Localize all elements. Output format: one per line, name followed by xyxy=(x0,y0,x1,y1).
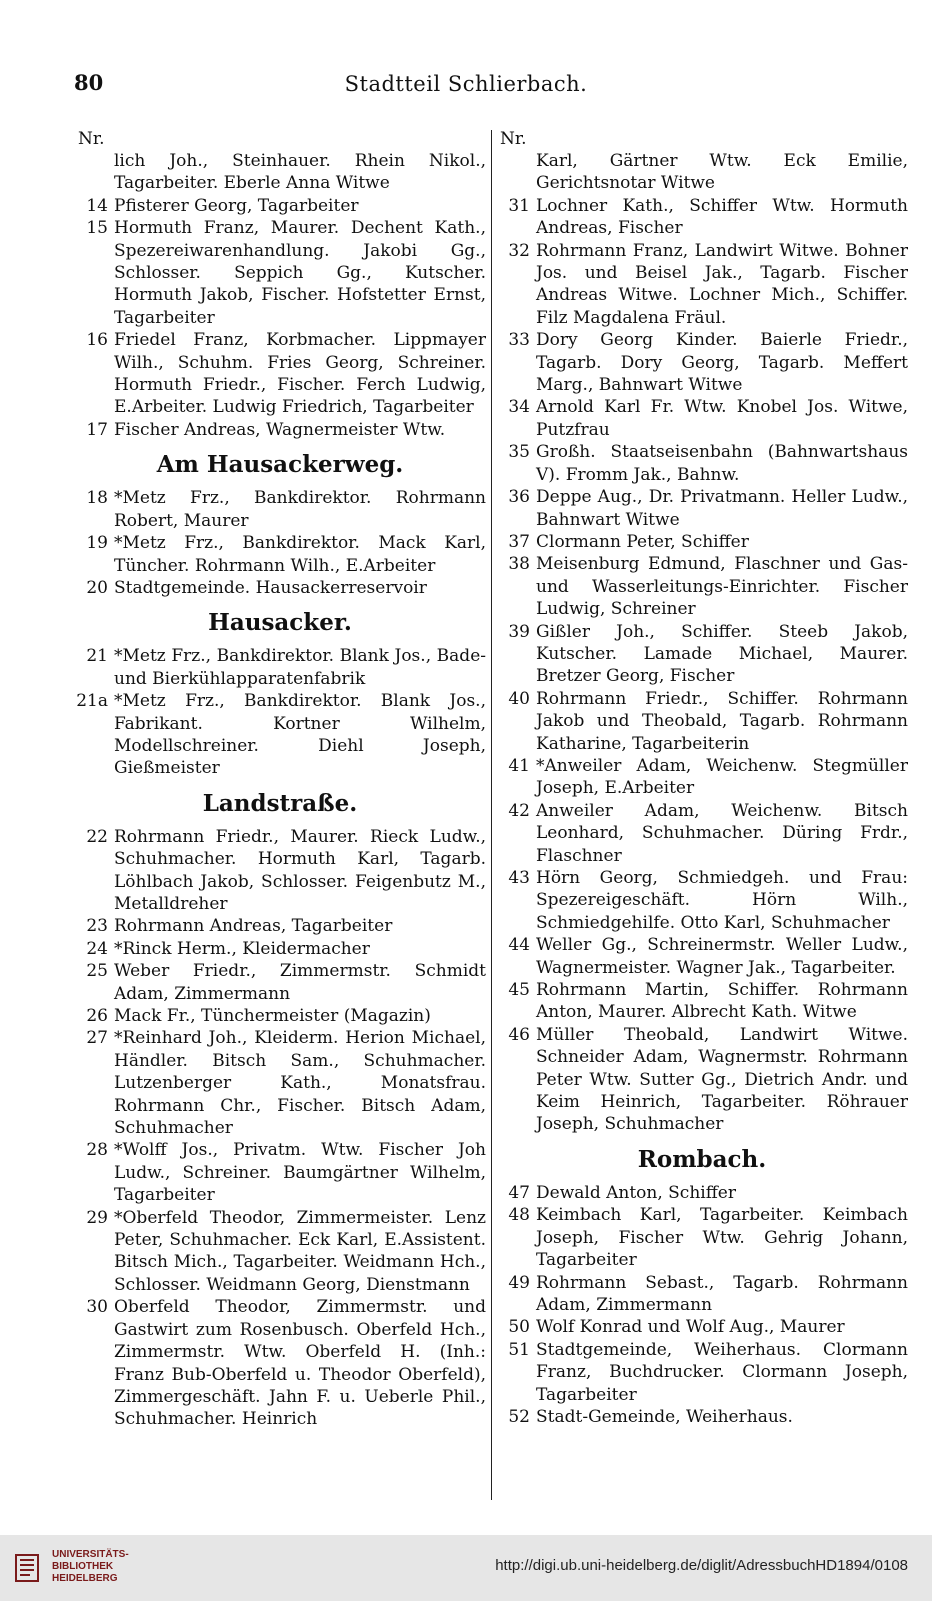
resident-list: Wolf Konrad und Wolf Aug., Maurer xyxy=(536,1317,845,1338)
resident-list: Friedel Franz, Korbmacher. Lippmayer Wilh., Schuhm. Fries Georg, Schreiner. Hormuth Friedr., Fischer. Ferch Ludwig, E.Arbeiter. Ludwig Friedrich, Tagarbeiter xyxy=(114,330,486,418)
house-number: 15 xyxy=(86,218,108,239)
directory-entry xyxy=(496,195,908,240)
permalink-url[interactable]: http://digi.ub.uni-heidelberg.de/diglit/AdressbuchHD1894/0108 xyxy=(495,1557,908,1574)
resident-list: Stadtgemeinde. Hausackerreservoir xyxy=(114,577,427,598)
nr-label: Nr. xyxy=(500,129,527,149)
house-number: 40 xyxy=(508,688,530,709)
resident-list: Fischer Andreas, Wagnermeister Wtw. xyxy=(114,419,446,440)
house-number: 32 xyxy=(508,240,530,261)
house-number: 46 xyxy=(508,1024,530,1045)
directory-entry xyxy=(496,1182,908,1204)
directory-entry xyxy=(74,1139,486,1206)
resident-list: *Metz Frz., Bankdirektor. Mack Karl, Tüncher. Rohrmann Wilh., E.Arbeiter xyxy=(114,533,486,576)
right-column xyxy=(496,128,908,1428)
directory-entry xyxy=(74,1207,486,1297)
house-number: 26 xyxy=(86,1006,108,1026)
house-number: 34 xyxy=(508,397,530,418)
house-number: 38 xyxy=(508,554,530,575)
nr-label: Nr. xyxy=(78,129,105,149)
running-head: Stadtteil Schlierbach. xyxy=(344,72,588,96)
resident-list: *Oberfeld Theodor, Zimmermeister. Lenz Peter, Schuhmacher. Eck Karl, E.Assistent. Bitsch Mich., Tagarbeiter. Weidmann Hch., Schlosser. Weidmann Georg, Dienstmann xyxy=(114,1207,486,1295)
directory-entry xyxy=(74,960,486,1005)
resident-list: Hormuth Franz, Maurer. Dechent Kath., Spezereiwarenhandlung. Jakobi Gg., Schlosser. Seppich Gg., Kutscher. Hormuth Jakob, Fischer. Hofstetter Ernst, Tagarbeiter xyxy=(114,218,486,328)
directory-entry xyxy=(496,867,908,934)
resident-list: Dory Georg Kinder. Baierle Friedr., Tagarb. Dory Georg, Tagarb. Meffert Marg., Bahnwart Witwe xyxy=(536,330,908,396)
continuation-text: lich Joh., Steinhauer. Rhein Nikol., Tagarbeiter. Eberle Anna Witwe xyxy=(114,151,486,194)
directory-entry xyxy=(496,934,908,979)
resident-list: Gißler Joh., Schiffer. Steeb Jakob, Kutscher. Lamade Michael, Maurer. Bretzer Georg, Fischer xyxy=(536,621,908,687)
resident-list: *Metz Frz., Bankdirektor. Blank Jos., Bade- und Bierkühlapparatenfabrik xyxy=(114,646,486,689)
directory-entry xyxy=(74,329,486,419)
resident-list: *Rinck Herm., Kleidermacher xyxy=(114,938,370,959)
directory-entry xyxy=(496,800,908,867)
house-number: 35 xyxy=(508,442,530,463)
directory-entry xyxy=(496,688,908,755)
resident-list: Oberfeld Theodor, Zimmermstr. und Gastwirt zum Rosenbusch. Oberfeld Hch., Zimmermstr. Wtw. Oberfeld H. (Inh.: Franz Bub-Oberfeld u. Theodor Oberfeld), Zimmergeschäft. Jahn F. u. Ueberle Phil., Schuhmacher. Heinrich xyxy=(114,1297,486,1430)
resident-list: Meisenburg Edmund, Flaschner und Gas- und Wasserleitungs-Einrichter. Fischer Ludwig, Schreiner xyxy=(536,554,908,620)
street-heading: Hausacker. xyxy=(208,609,352,637)
directory-entry xyxy=(496,1406,908,1428)
resident-list: Rohrmann Franz, Landwirt Witwe. Bohner Jos. und Beisel Jak., Tagarb. Fischer Andreas Witwe. Lochner Mich., Schiffer. Filz Magdalena Fräul. xyxy=(536,240,908,328)
directory-entry xyxy=(496,621,908,688)
house-number: 21a xyxy=(76,691,108,712)
resident-list: Clormann Peter, Schiffer xyxy=(536,531,749,552)
house-number: 29 xyxy=(86,1207,108,1228)
resident-list: Arnold Karl Fr. Wtw. Knobel Jos. Witwe, Putzfrau xyxy=(536,397,908,440)
resident-list: Deppe Aug., Dr. Privatmann. Heller Ludw., Bahnwart Witwe xyxy=(536,487,908,530)
resident-list: Dewald Anton, Schiffer xyxy=(536,1182,736,1203)
house-number: 36 xyxy=(508,487,530,508)
entry-list xyxy=(74,195,486,441)
directory-entry xyxy=(496,486,908,531)
resident-list: Stadt-Gemeinde, Weiherhaus. xyxy=(536,1406,793,1427)
directory-entry xyxy=(496,1272,908,1317)
directory-entry xyxy=(74,826,486,916)
resident-list: Rohrmann Friedr., Maurer. Rieck Ludw., Schuhmacher. Hormuth Karl, Tagarb. Löhlbach Jakob, Schlosser. Feigenbutz M., Metalldreher xyxy=(114,826,486,914)
resident-list: Müller Theobald, Landwirt Witwe. Schneider Adam, Wagnermstr. Rohrmann Peter Wtw. Sutter Gg., Dietrich Andr. und Keim Heinrich, Tagarbeiter. Röhrauer Joseph, Schuhmacher xyxy=(536,1024,908,1135)
house-number: 44 xyxy=(508,935,530,956)
directory-entry xyxy=(496,441,908,486)
directory-entry xyxy=(496,979,908,1024)
directory-entry xyxy=(74,1027,486,1139)
street-heading: Rombach. xyxy=(637,1145,767,1173)
resident-list: Rohrmann Martin, Schiffer. Rohrmann Anton, Maurer. Albrecht Kath. Witwe xyxy=(536,980,908,1023)
directory-entry xyxy=(496,755,908,800)
house-number: 45 xyxy=(508,980,530,1001)
house-number: 52 xyxy=(508,1406,530,1427)
house-number: 21 xyxy=(86,646,108,667)
resident-list: Pfisterer Georg, Tagarbeiter xyxy=(114,195,359,216)
page-number: 80 xyxy=(74,70,104,95)
entry-list xyxy=(496,1182,908,1428)
directory-entry xyxy=(496,1024,908,1136)
continuation-text: Karl, Gärtner Wtw. Eck Emilie, Gerichtsnotar Witwe xyxy=(536,151,908,194)
logo-line: BIBLIOTHEK xyxy=(52,1561,114,1572)
house-number: 20 xyxy=(86,577,108,598)
house-number: 31 xyxy=(508,195,530,216)
resident-list: *Wolff Jos., Privatm. Wtw. Fischer Joh Ludw., Schreiner. Baumgärtner Wilhelm, Tagarbeiter xyxy=(114,1140,486,1206)
directory-entry xyxy=(74,1005,486,1027)
house-number: 19 xyxy=(86,533,108,554)
house-number: 28 xyxy=(86,1140,108,1161)
house-number: 24 xyxy=(86,938,108,959)
resident-list: Rohrmann Friedr., Schiffer. Rohrmann Jakob und Theobald, Tagarb. Rohrmann Katharine, Tagarbeiterin xyxy=(536,688,908,754)
house-number: 51 xyxy=(508,1339,530,1360)
house-number: 41 xyxy=(508,755,530,776)
house-number: 30 xyxy=(86,1297,108,1318)
house-number: 23 xyxy=(86,916,108,937)
house-number: 48 xyxy=(508,1205,530,1226)
library-logo-text xyxy=(52,1549,129,1585)
directory-entry xyxy=(74,915,486,937)
directory-entry xyxy=(496,240,908,330)
directory-entry xyxy=(74,938,486,960)
resident-list: Hörn Georg, Schmiedgeh. und Frau: Spezereigeschäft. Hörn Wilh., Schmiedgehilfe. Otto Karl, Schuhmacher xyxy=(536,868,908,933)
resident-list: Keimbach Karl, Tagarbeiter. Keimbach Joseph, Fischer Wtw. Gehrig Johann, Tagarbeiter xyxy=(536,1205,908,1271)
house-number: 25 xyxy=(86,961,108,982)
resident-list: Rohrmann Sebast., Tagarb. Rohrmann Adam, Zimmermann xyxy=(536,1272,908,1315)
house-number: 50 xyxy=(508,1317,530,1338)
house-number: 18 xyxy=(86,488,108,509)
left-column xyxy=(74,128,486,1431)
directory-entry xyxy=(496,1316,908,1338)
house-number: 22 xyxy=(86,826,108,847)
entry-list xyxy=(74,487,486,599)
entry-list xyxy=(496,195,908,1136)
resident-list: Stadtgemeinde, Weiherhaus. Clormann Franz, Buchdrucker. Clormann Joseph, Tagarbeiter xyxy=(536,1339,908,1405)
directory-entry xyxy=(74,577,486,599)
resident-list: *Metz Frz., Bankdirektor. Blank Jos., Fabrikant. Kortner Wilhelm, Modellschreiner. Diehl Joseph, Gießmeister xyxy=(114,691,486,779)
directory-entry xyxy=(74,217,486,329)
resident-list: Weller Gg., Schreinermstr. Weller Ludw., Wagnermeister. Wagner Jak., Tagarbeiter. xyxy=(536,935,908,978)
street-heading: Am Hausackerweg. xyxy=(156,451,404,479)
street-heading: Landstraße. xyxy=(202,789,358,817)
house-number: 39 xyxy=(508,621,530,642)
directory-entry xyxy=(74,419,486,441)
entry-list xyxy=(74,826,486,1431)
resident-list: Anweiler Adam, Weichenw. Bitsch Leonhard, Schuhmacher. Düring Frdr., Flaschner xyxy=(536,800,908,866)
directory-entry xyxy=(74,487,486,532)
directory-entry xyxy=(74,532,486,577)
house-number: 42 xyxy=(508,800,530,821)
directory-entry xyxy=(74,195,486,217)
logo-line: UNIVERSITÄTS- xyxy=(52,1549,129,1560)
resident-list: Mack Fr., Tünchermeister (Magazin) xyxy=(114,1006,431,1026)
house-number: 33 xyxy=(508,330,530,351)
resident-list: Rohrmann Andreas, Tagarbeiter xyxy=(114,916,393,937)
house-number: 43 xyxy=(508,868,530,888)
house-number: 17 xyxy=(86,419,108,440)
directory-entry xyxy=(496,329,908,396)
house-number: 37 xyxy=(508,531,530,552)
resident-list: *Reinhard Joh., Kleiderm. Herion Michael, Händler. Bitsch Sam., Schuhmacher. Lutzenberger Kath., Monatsfrau. Rohrmann Chr., Fischer. Bitsch Adam, Schuhmacher xyxy=(114,1028,486,1139)
house-number: 47 xyxy=(508,1182,530,1203)
resident-list: Lochner Kath., Schiffer Wtw. Hormuth Andreas, Fischer xyxy=(536,195,908,239)
entry-list xyxy=(74,645,486,779)
resident-list: Großh. Staatseisenbahn (Bahnwartshaus V). Fromm Jak., Bahnw. xyxy=(536,442,908,485)
resident-list: *Anweiler Adam, Weichenw. Stegmüller Joseph, E.Arbeiter xyxy=(536,755,908,799)
directory-entry xyxy=(496,1204,908,1271)
directory-entry xyxy=(496,1339,908,1406)
house-number: 16 xyxy=(86,330,108,351)
directory-entry xyxy=(74,645,486,690)
directory-entry xyxy=(74,690,486,780)
column-divider xyxy=(491,130,492,1500)
house-number: 27 xyxy=(86,1028,108,1049)
directory-entry xyxy=(74,1296,486,1430)
resident-list: Weber Friedr., Zimmermstr. Schmidt Adam, Zimmermann xyxy=(114,961,486,1004)
house-number: 49 xyxy=(508,1272,530,1293)
library-logo-icon xyxy=(12,1551,42,1585)
resident-list: *Metz Frz., Bankdirektor. Rohrmann Robert, Maurer xyxy=(114,488,486,531)
directory-entry xyxy=(496,531,908,553)
directory-entry xyxy=(496,553,908,620)
house-number: 14 xyxy=(86,195,108,216)
viewer-footer xyxy=(0,1535,932,1601)
directory-entry xyxy=(496,396,908,441)
logo-line: HEIDELBERG xyxy=(52,1573,118,1584)
